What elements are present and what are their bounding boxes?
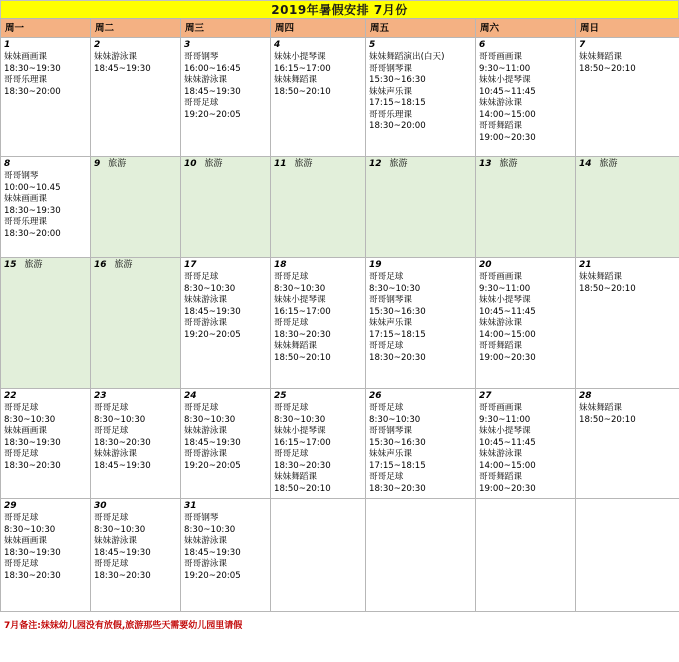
day-cell[interactable] <box>366 389 476 499</box>
day-number: 31 <box>184 501 197 511</box>
activity-list <box>576 272 679 298</box>
activity-item: 18:30~20:00 <box>4 86 61 97</box>
day-cell[interactable] <box>576 258 679 389</box>
day-cell[interactable] <box>576 499 679 612</box>
day-cell[interactable] <box>576 389 679 499</box>
activity-list <box>181 403 270 475</box>
day-number: 13 旅游 <box>479 159 518 169</box>
activity-list <box>91 403 180 475</box>
day-cell[interactable] <box>1 38 91 157</box>
day-cell[interactable] <box>476 499 576 612</box>
activity-item: 18:45~19:30 <box>184 306 241 317</box>
activity-item: 8:30~10:30 <box>274 283 326 294</box>
day-cell[interactable] <box>271 157 366 258</box>
activity-list <box>576 52 679 78</box>
activity-item: 妹妹舞蹈演出(白天) <box>369 52 445 62</box>
activity-list <box>181 513 270 585</box>
day-cell[interactable] <box>476 258 576 389</box>
activity-list <box>91 171 180 174</box>
day-number: 2 <box>94 40 101 50</box>
activity-item: 哥哥钢琴 <box>184 513 219 523</box>
day-cell[interactable] <box>91 499 181 612</box>
activity-item: 18:45~19:30 <box>94 63 151 74</box>
week-row <box>1 258 679 389</box>
day-label: 旅游 <box>599 159 618 169</box>
day-cell[interactable] <box>271 38 366 157</box>
activity-list <box>366 272 475 367</box>
activity-item: 哥哥游泳课 <box>184 318 227 328</box>
activity-item: 18:30~20:30 <box>274 460 331 471</box>
day-number: 7 <box>579 40 586 50</box>
activity-item: 哥哥足球 <box>4 403 39 413</box>
activity-item: 8:30~10:30 <box>4 524 56 535</box>
activity-item: 18:50~20:10 <box>274 86 331 97</box>
activity-list <box>181 272 270 344</box>
day-cell[interactable] <box>1 499 91 612</box>
activity-item: 14:00~15:00 <box>479 329 536 340</box>
activity-item: 哥哥钢琴课 <box>369 295 412 305</box>
activity-item: 妹妹游泳课 <box>479 98 522 108</box>
day-number: 12 旅游 <box>369 159 408 169</box>
activity-list <box>181 52 270 124</box>
day-cell[interactable] <box>91 258 181 389</box>
activity-item: 8:30~10:30 <box>184 283 236 294</box>
week-row <box>1 389 679 499</box>
day-label: 旅游 <box>294 159 313 169</box>
activity-item: 妹妹声乐课 <box>369 449 412 459</box>
activity-item: 18:30~19:30 <box>4 63 61 74</box>
activity-list <box>91 52 180 78</box>
activity-item: 妹妹游泳课 <box>184 426 227 436</box>
day-number: 27 <box>479 391 492 401</box>
activity-item: 14:00~15:00 <box>479 460 536 471</box>
day-label: 旅游 <box>389 159 408 169</box>
day-number: 30 <box>94 501 107 511</box>
activity-item: 妹妹舞蹈课 <box>579 403 622 413</box>
day-number: 8 <box>4 159 11 169</box>
activity-list <box>366 171 475 174</box>
activity-item: 哥哥游泳课 <box>184 559 227 569</box>
activity-item: 14:00~15:00 <box>479 109 536 120</box>
activity-item: 8:30~10:30 <box>184 414 236 425</box>
activity-item: 哥哥足球 <box>369 472 404 482</box>
activity-item: 18:45~19:30 <box>184 437 241 448</box>
day-number: 21 <box>579 260 592 270</box>
day-cell[interactable] <box>576 157 679 258</box>
activity-item: 17:15~18:15 <box>369 329 426 340</box>
activity-item: 哥哥钢琴课 <box>369 63 412 74</box>
day-number: 20 <box>479 260 492 270</box>
activity-item: 哥哥足球 <box>274 272 309 282</box>
activity-item: 哥哥足球 <box>94 559 129 569</box>
day-cell[interactable] <box>181 157 271 258</box>
weekday-header-sat: 周六 <box>476 19 576 38</box>
day-cell[interactable] <box>271 499 366 612</box>
activity-item: 10:00~10.45 <box>4 182 61 193</box>
footer-note: 7月备注:妹妹幼儿园没有放假,旅游那些天需要幼儿园里请假 <box>4 621 243 631</box>
activity-item: 妹妹小提琴课 <box>479 295 531 305</box>
activity-list <box>1 52 90 101</box>
activity-item: 哥哥足球 <box>94 513 129 523</box>
day-number: 15 旅游 <box>4 260 43 270</box>
activity-item: 19:00~20:30 <box>479 483 536 494</box>
week-row <box>1 499 679 612</box>
activity-item: 哥哥画画课 <box>479 272 522 282</box>
activity-item: 18:50~20:10 <box>579 63 636 74</box>
activity-list <box>576 502 679 505</box>
activity-item: 哥哥足球 <box>184 272 219 282</box>
weekday-header-row <box>1 19 679 38</box>
activity-item: 哥哥乐理课 <box>369 109 412 120</box>
day-cell[interactable] <box>576 38 679 157</box>
activity-item: 哥哥钢琴课 <box>369 426 412 436</box>
day-number: 9 旅游 <box>94 159 127 169</box>
day-number: 3 <box>184 40 191 50</box>
page-title: 2019年暑假安排 7月份 <box>271 3 408 17</box>
activity-item: 哥哥钢琴 <box>184 52 219 62</box>
day-number: 19 <box>369 260 382 270</box>
calendar-body <box>1 38 679 612</box>
day-number: 28 <box>579 391 592 401</box>
calendar-table <box>0 18 679 612</box>
activity-list <box>271 272 365 367</box>
activity-list <box>476 403 575 498</box>
activity-item: 17:15~18:15 <box>369 460 426 471</box>
activity-item: 哥哥足球 <box>274 403 309 413</box>
weekday-header-fri: 周五 <box>366 19 476 38</box>
activity-item: 8:30~10:30 <box>184 524 236 535</box>
activity-item: 妹妹画画课 <box>4 194 47 204</box>
activity-item: 15:30~16:30 <box>369 306 426 317</box>
activity-item: 妹妹游泳课 <box>184 536 227 546</box>
activity-item: 妹妹小提琴课 <box>479 426 531 436</box>
activity-item: 妹妹小提琴课 <box>274 295 326 305</box>
activity-item: 妹妹游泳课 <box>184 75 227 85</box>
day-number: 16 旅游 <box>94 260 133 270</box>
activity-item: 19:20~20:05 <box>184 570 241 581</box>
activity-item: 18:45~19:30 <box>94 547 151 558</box>
activity-list <box>1 403 90 475</box>
activity-item: 妹妹画画课 <box>4 536 47 546</box>
day-number: 10 旅游 <box>184 159 223 169</box>
weekday-header-mon: 周一 <box>1 19 91 38</box>
activity-item: 19:00~20:30 <box>479 352 536 363</box>
day-number: 1 <box>4 40 11 50</box>
activity-list <box>91 513 180 585</box>
day-label: 旅游 <box>114 260 133 270</box>
activity-item: 18:30~19:30 <box>4 437 61 448</box>
activity-item: 哥哥足球 <box>274 449 309 459</box>
activity-item: 18:50~20:10 <box>579 414 636 425</box>
activity-item: 妹妹小提琴课 <box>479 75 531 85</box>
activity-item: 妹妹声乐课 <box>369 86 412 97</box>
activity-item: 哥哥足球 <box>4 559 39 569</box>
activity-item: 19:20~20:05 <box>184 460 241 471</box>
week-row <box>1 38 679 157</box>
day-cell[interactable] <box>476 389 576 499</box>
activity-list <box>576 403 679 429</box>
activity-item: 妹妹游泳课 <box>94 449 137 459</box>
activity-item: 9:30~11:00 <box>479 414 531 425</box>
day-cell[interactable] <box>181 38 271 157</box>
activity-item: 16:15~17:00 <box>274 306 331 317</box>
activity-item: 18:30~20:30 <box>94 570 151 581</box>
activity-item: 哥哥足球 <box>369 272 404 282</box>
week-row <box>1 157 679 258</box>
day-number: 11 旅游 <box>274 159 313 169</box>
activity-item: 18:30~20:00 <box>369 121 426 131</box>
activity-list <box>271 171 365 174</box>
activity-list <box>181 171 270 174</box>
day-label: 旅游 <box>499 159 518 169</box>
activity-item: 哥哥钢琴 <box>4 171 39 181</box>
day-number: 18 <box>274 260 287 270</box>
day-number: 24 <box>184 391 197 401</box>
activity-list <box>476 52 575 147</box>
activity-item: 哥哥画画课 <box>479 403 522 413</box>
day-cell[interactable] <box>91 157 181 258</box>
activity-item: 8:30~10:30 <box>94 414 146 425</box>
activity-item: 18:30~20:30 <box>4 460 61 471</box>
activity-item: 18:50~20:10 <box>579 283 636 294</box>
activity-item: 18:45~19:30 <box>184 86 241 97</box>
activity-item: 19:20~20:05 <box>184 329 241 340</box>
activity-item: 哥哥足球 <box>94 403 129 413</box>
activity-item: 哥哥足球 <box>94 426 129 436</box>
day-cell[interactable] <box>91 38 181 157</box>
activity-item: 妹妹舞蹈课 <box>274 341 317 351</box>
activity-item: 18:50~20:10 <box>274 352 331 363</box>
day-cell[interactable] <box>366 38 476 157</box>
activity-item: 18:45~19:30 <box>94 460 151 471</box>
day-cell[interactable] <box>1 389 91 499</box>
activity-item: 18:45~19:30 <box>184 547 241 558</box>
day-cell[interactable] <box>1 258 91 389</box>
activity-list <box>1 272 90 275</box>
activity-item: 哥哥舞蹈课 <box>479 121 522 131</box>
activity-list <box>1 171 90 243</box>
day-cell[interactable] <box>271 389 366 499</box>
weekday-header-tue: 周二 <box>91 19 181 38</box>
activity-list <box>271 502 365 505</box>
activity-item: 8:30~10:30 <box>369 414 421 425</box>
activity-list <box>366 403 475 498</box>
day-cell[interactable] <box>476 157 576 258</box>
activity-item: 18:30~20:30 <box>274 329 331 340</box>
activity-item: 妹妹声乐课 <box>369 318 412 328</box>
activity-item: 哥哥乐理课 <box>4 75 47 85</box>
activity-item: 18:30~20:30 <box>4 570 61 581</box>
activity-item: 哥哥乐理课 <box>4 217 47 227</box>
activity-item: 18:50~20:10 <box>274 483 331 494</box>
activity-item: 妹妹画画课 <box>4 426 47 436</box>
activity-list <box>271 52 365 101</box>
day-number: 25 <box>274 391 287 401</box>
activity-item: 哥哥足球 <box>4 449 39 459</box>
day-cell[interactable] <box>366 157 476 258</box>
weekday-header-thu: 周四 <box>271 19 366 38</box>
day-number: 22 <box>4 391 17 401</box>
activity-item: 哥哥足球 <box>184 403 219 413</box>
activity-item: 10:45~11:45 <box>479 437 536 448</box>
activity-list <box>476 171 575 174</box>
activity-item: 哥哥足球 <box>274 318 309 328</box>
day-number: 6 <box>479 40 486 50</box>
activity-item: 妹妹游泳课 <box>479 449 522 459</box>
activity-list <box>576 171 679 174</box>
day-cell[interactable] <box>91 389 181 499</box>
day-number: 17 <box>184 260 197 270</box>
day-label: 旅游 <box>204 159 223 169</box>
activity-item: 妹妹小提琴课 <box>274 426 326 436</box>
activity-list <box>366 52 475 136</box>
activity-list <box>1 513 90 585</box>
day-number: 26 <box>369 391 382 401</box>
activity-item: 8:30~10:30 <box>369 283 421 294</box>
activity-item: 妹妹游泳课 <box>479 318 522 328</box>
day-number: 5 <box>369 40 376 50</box>
activity-item: 9:30~11:00 <box>479 63 531 74</box>
day-label: 旅游 <box>24 260 43 270</box>
day-cell[interactable] <box>366 499 476 612</box>
weekday-header-wed: 周三 <box>181 19 271 38</box>
activity-item: 10:45~11:45 <box>479 86 536 97</box>
day-number: 23 <box>94 391 107 401</box>
activity-item: 妹妹舞蹈课 <box>274 472 317 482</box>
activity-item: 18:30~19:30 <box>4 547 61 558</box>
title-bar <box>0 0 679 18</box>
day-cell[interactable] <box>181 258 271 389</box>
activity-item: 妹妹游泳课 <box>94 52 137 62</box>
activity-list <box>91 272 180 275</box>
activity-item: 17:15~18:15 <box>369 98 426 108</box>
activity-item: 妹妹小提琴课 <box>274 52 326 62</box>
activity-item: 16:00~16:45 <box>184 63 241 74</box>
day-number: 14 旅游 <box>579 159 618 169</box>
activity-item: 哥哥舞蹈课 <box>479 341 522 351</box>
activity-item: 18:30~20:00 <box>4 228 61 239</box>
activity-item: 18:30~19:30 <box>4 205 61 216</box>
activity-item: 18:30~20:30 <box>94 437 151 448</box>
activity-list <box>476 502 575 505</box>
day-cell[interactable] <box>181 389 271 499</box>
activity-item: 18:30~20:30 <box>369 483 426 494</box>
activity-item: 15:30~16:30 <box>369 75 426 85</box>
activity-item: 哥哥足球 <box>369 403 404 413</box>
activity-item: 19:20~20:05 <box>184 109 241 120</box>
day-cell[interactable] <box>366 258 476 389</box>
day-cell[interactable] <box>1 157 91 258</box>
day-cell[interactable] <box>181 499 271 612</box>
activity-item: 18:30~20:30 <box>369 352 426 363</box>
activity-item: 哥哥足球 <box>184 98 219 108</box>
activity-item: 8:30~10:30 <box>4 414 56 425</box>
activity-item: 哥哥足球 <box>369 341 404 351</box>
activity-list <box>271 403 365 498</box>
day-cell[interactable] <box>271 258 366 389</box>
activity-item: 哥哥游泳课 <box>184 449 227 459</box>
activity-list <box>476 272 575 367</box>
activity-item: 妹妹舞蹈课 <box>579 272 622 282</box>
activity-item: 9:30~11:00 <box>479 283 531 294</box>
activity-item: 10:45~11:45 <box>479 306 536 317</box>
day-number: 29 <box>4 501 17 511</box>
activity-item: 妹妹画画课 <box>4 52 47 62</box>
activity-item: 8:30~10:30 <box>94 524 146 535</box>
activity-item: 15:30~16:30 <box>369 437 426 448</box>
activity-list <box>366 502 475 505</box>
activity-item: 哥哥画画课 <box>479 52 522 62</box>
activity-item: 妹妹舞蹈课 <box>579 52 622 62</box>
activity-item: 8:30~10:30 <box>274 414 326 425</box>
day-cell[interactable] <box>476 38 576 157</box>
activity-item: 妹妹游泳课 <box>94 536 137 546</box>
activity-item: 哥哥舞蹈课 <box>479 472 522 482</box>
activity-item: 妹妹舞蹈课 <box>274 75 317 85</box>
activity-item: 哥哥足球 <box>4 513 39 523</box>
weekday-header-sun: 周日 <box>576 19 679 38</box>
activity-item: 妹妹游泳课 <box>184 295 227 305</box>
day-number: 4 <box>274 40 281 50</box>
activity-item: 16:15~17:00 <box>274 437 331 448</box>
activity-item: 19:00~20:30 <box>479 132 536 143</box>
day-label: 旅游 <box>108 159 127 169</box>
activity-item: 16:15~17:00 <box>274 63 331 74</box>
